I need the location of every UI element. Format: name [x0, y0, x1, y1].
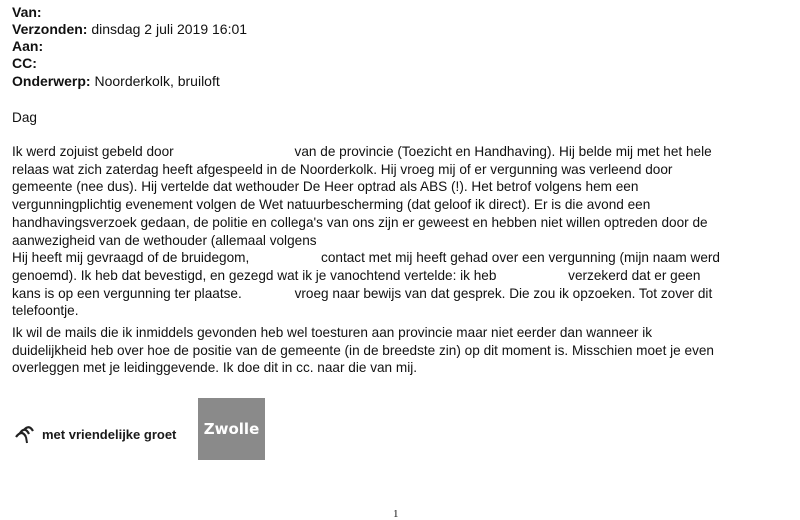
- subject-row: [12, 72, 220, 90]
- paragraph-line: handhavingsverzoek gedaan, de politie en collega's van ons zijn er geweest en hebben niet willen optreden door de: [12, 214, 708, 230]
- sent-label: Verzonden:: [12, 21, 88, 37]
- paragraph-line: Hij heeft mij gevraagd of de bruidegom, contact met mij heeft gehad over een vergunning (mijn naam werd: [12, 250, 720, 266]
- signature-text: met vriendelijke groet: [42, 426, 177, 442]
- zwolle-logo: [198, 398, 265, 460]
- signature: [14, 422, 176, 446]
- paragraph-line: relaas wat zich zaterdag heeft afgespeeld in de Noorderkolk. Hij vroeg mij of er vergunning was verleend door: [12, 161, 673, 177]
- to-row: [12, 37, 43, 55]
- to-label: Aan:: [12, 38, 44, 54]
- paragraph-line: genoemd). Ik heb dat bevestigd, en gezegd wat ik je vanochtend vertelde: ik heb verzekerd dat er geen: [12, 267, 701, 283]
- subject-label: Onderwerp:: [12, 73, 91, 89]
- cc-label: CC:: [12, 55, 37, 71]
- paragraph-line: aanwezigheid van de wethouder (allemaal volgens: [12, 232, 317, 248]
- paragraph-line: vergunningplichtig evenement volgen de Wet natuurbescherming (dat geloof ik direct). Er is die avond een: [12, 197, 651, 213]
- paragraph-line: kans is op een vergunning ter plaatse. vroeg naar bewijs van dat gesprek. Die zou ik opzoeken. Tot zover dit: [12, 285, 713, 301]
- paragraph-line: gemeente (nee dus). Hij vertelde dat wethouder De Heer optrad als ABS (!). Het betrof volgens hem een: [12, 179, 639, 195]
- paragraph-line: Ik wil de mails die ik inmiddels gevonden heb wel toesturen aan provincie maar niet eerder dan wanneer ik: [12, 325, 653, 340]
- paragraph-line: overleggen met je leidinggevende. Ik doe dit in cc. naar die van mij.: [12, 360, 418, 376]
- paragraph-1: [12, 143, 797, 320]
- leaf-logo-icon: [14, 423, 38, 445]
- sent-row: [12, 20, 247, 38]
- subject-value: Noorderkolk, bruiloft: [94, 73, 220, 89]
- logo-text: Zwolle: [203, 420, 260, 438]
- paragraph-2: [12, 324, 797, 377]
- from-row: [12, 3, 42, 21]
- paragraph-line: duidelijkheid heb over hoe de positie van de gemeente (in de breedste zin) op dit moment is. Misschien moet je even: [12, 342, 714, 358]
- paragraph-line: telefoontje.: [12, 303, 79, 319]
- sent-value: dinsdag 2 juli 2019 16:01: [91, 21, 248, 37]
- from-label: Van:: [12, 4, 42, 20]
- paragraph-line: Ik werd zojuist gebeld door van de provincie (Toezicht en Handhaving). Hij belde mij met het hele: [12, 144, 712, 159]
- page-number: 1: [393, 508, 399, 520]
- greeting: Dag: [12, 110, 37, 125]
- cc-row: [12, 54, 37, 72]
